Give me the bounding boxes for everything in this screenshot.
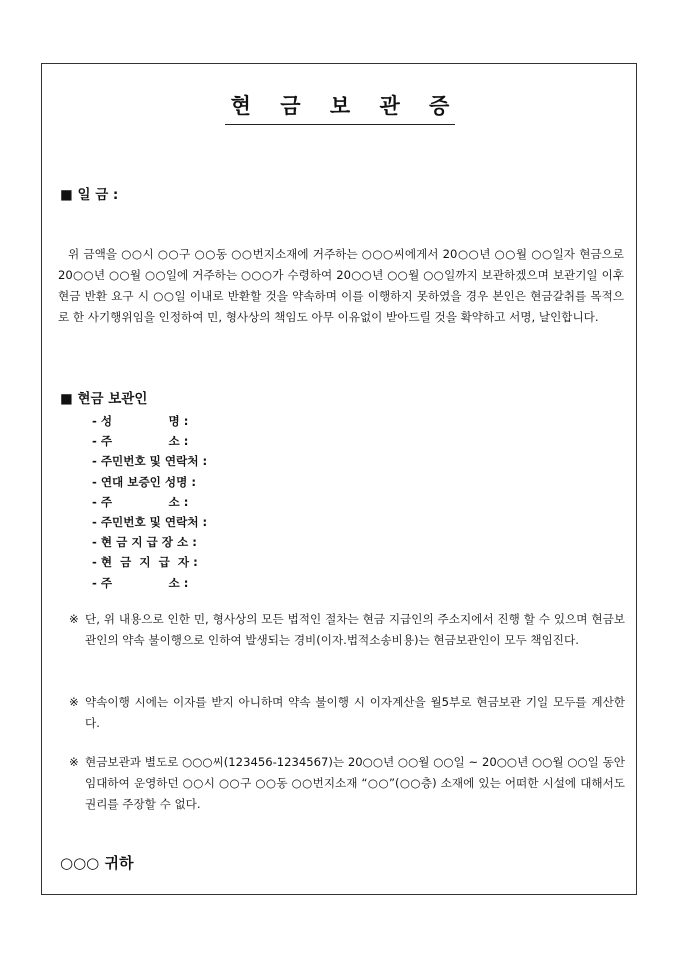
field-row: - 주 소 : [92,575,189,590]
note-text: 현금보관과 별도로 ○○○씨(123456-1234567)는 20○○년 ○○월 ○○일 ~ 20○○년 ○○월 ○○일 동안 임대하여 운영하던 ○○시 ○○구 ○○동 ○○번지소재 “○○”(○○층) 소재에 있는 어떠한 시설에 대해서도 권리를 주장할 수 없다. [85,755,625,811]
note-mark: ※ [69,695,79,709]
note-1 [69,609,625,651]
note-mark: ※ [69,755,79,769]
field-row: - 성 명 : [92,414,189,428]
field-row: - 주민번호 및 연락처 : [92,454,208,469]
main-paragraph: 위 금액을 ○○시 ○○구 ○○동 ○○번지소재에 거주하는 ○○○씨에게서 20○○년 ○○월 ○○일자 현금으로 20○○년 ○○월 ○○일에 거주하는 ○○○가 수령하여 20○○년 ○○월 ○○일까지 보관하겠으며 보관기일 이후 현금 반환 요구 시 ○○일 이내로 반환할 것을 약속하며 이를 이행하지 못하였을 경우 본인은 현금갈취를 목적으로 한 사기행위임을 인정하여 민, 형사상의 책임도 아무 이유없이 받아드릴 것을 확약하고 서명, 날인합니다. [58,247,624,324]
note-text: 약속이행 시에는 이자를 받지 아니하며 약속 불이행 시 이자계산을 월5부로 현금보관 기일 모두를 계산한다. [85,695,625,730]
addressee: ○○○ 귀하 [60,854,134,872]
note-3 [69,752,625,815]
field-row: - 현 금 지 급 장 소 : [92,535,197,550]
field-row: - 주 소 : [92,434,189,449]
field-row: - 연대 보증인 성명 : [92,474,196,489]
custodian-heading: ■ 현금 보관인 [60,391,148,407]
note-text: 단, 위 내용으로 인한 민, 형사상의 모든 법적인 절차는 현금 지급인의 주소지에서 진행 할 수 있으며 현금보관인의 약속 불이행으로 인하여 발생되는 경비(이자.법적소송비용)는 현금보관인이 모두 책임진다. [85,612,625,647]
field-row: - 현 금 지 급 자 : [92,555,198,570]
field-row: - 주민번호 및 연락처 : [92,514,208,529]
custodian-fields [92,411,207,593]
document-title [0,90,680,125]
title-text: 현 금 보 관 증 [225,90,456,125]
note-2 [69,692,625,734]
field-row: - 주 소 : [92,494,189,509]
note-mark: ※ [69,612,79,626]
amount-heading: ■ 일 금 : [60,187,119,203]
